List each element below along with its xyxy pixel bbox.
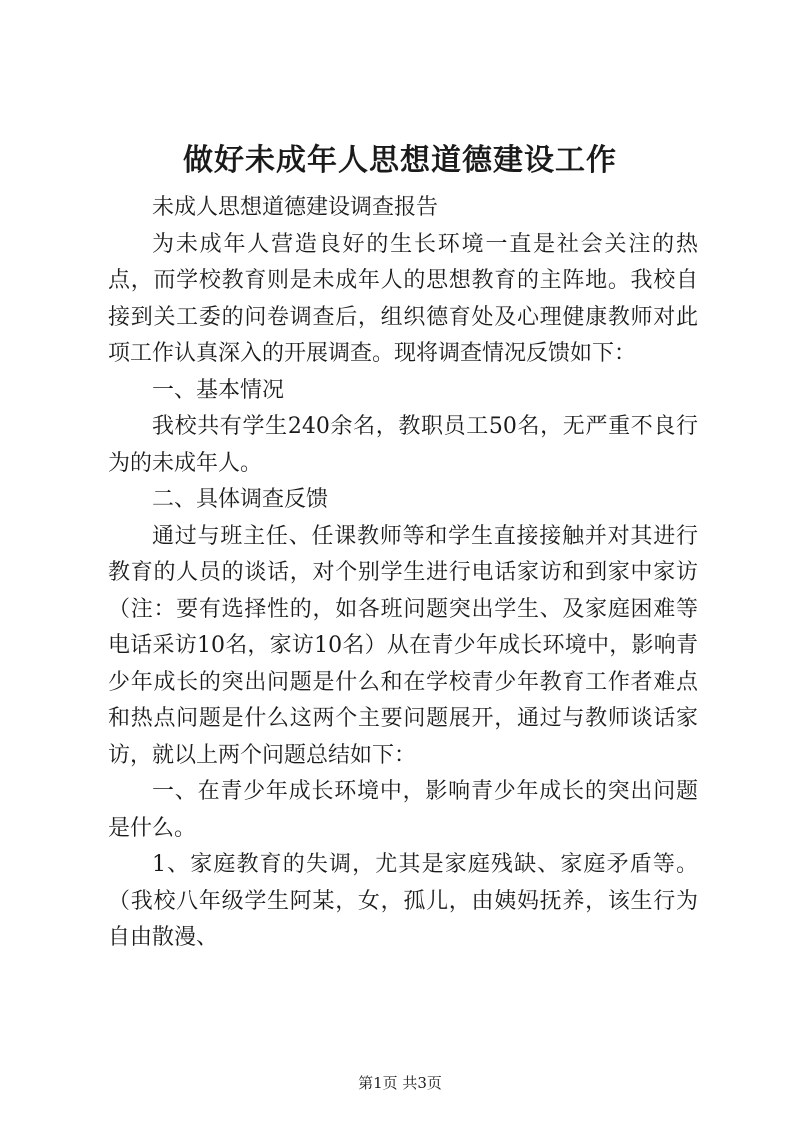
section-heading-basic: 一、基本情况 <box>152 377 285 403</box>
subtitle-paragraph: 未成人思想道德建设调查报告 <box>152 195 439 220</box>
basic-info-paragraph: 我校共有学生240余名，教职员工50名，无严重不良行为的未成年人。 <box>108 414 698 476</box>
document-body <box>108 190 698 957</box>
intro-paragraph: 为未成年人营造良好的生长环境一直是社会关注的热点，而学校教育则是未成年人的思想教育的主阵地。我校自接到关工委的问卷调查后，组织德育处及心理健康教师对此项工作认真深入的开展调查。现将调查情况反馈如下： <box>108 231 698 366</box>
point-one-paragraph: 1、家庭教育的失调，尤其是家庭残缺、家庭矛盾等。（我校八年级学生阿某，女，孤儿，由姨妈抚养，该生行为自由散漫、 <box>108 852 698 950</box>
page-footer: 第1页 共3页 <box>358 1074 442 1092</box>
document-title: 做好未成年人思想道德建设工作 <box>183 143 617 178</box>
section-heading-feedback: 二、具体调查反馈 <box>152 487 329 512</box>
feedback-paragraph: 通过与班主任、任课教师等和学生直接接触并对其进行教育的人员的谈话，对个别学生进行电话家访和到家中家访（注：要有选择性的，如各班问题突出学生、及家庭困难等电话采访10名，家访10名）从在青少年成长环境中，影响青少年成长的突出问题是什么和在学校青少年教育工作者难点和热点问题是什么这两个主要问题展开，通过与教师谈话家访，就以上两个问题总结如下： <box>108 523 698 768</box>
question-heading: 一、在青少年成长环境中，影响青少年成长的突出问题是什么。 <box>108 779 698 841</box>
